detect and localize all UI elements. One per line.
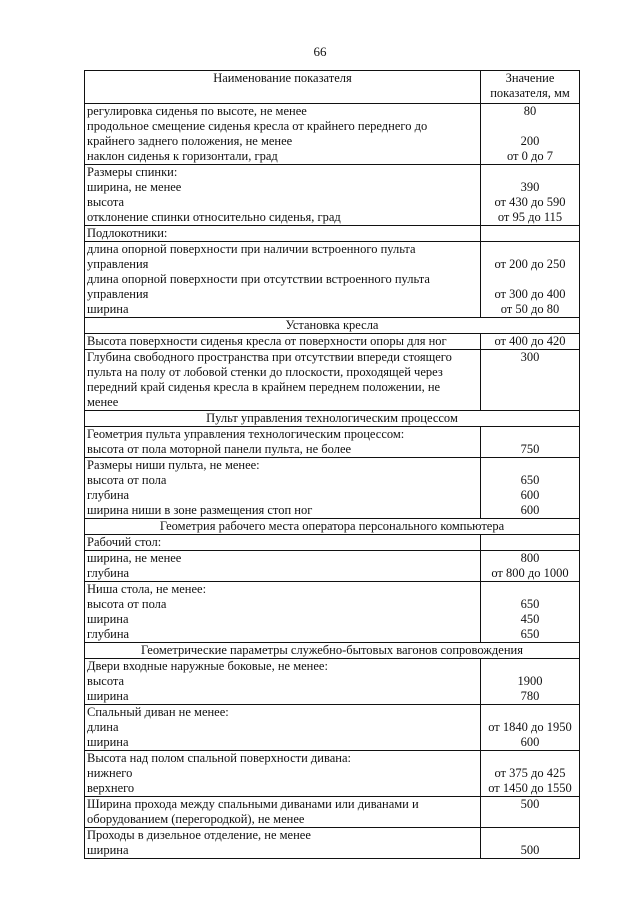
- header-value-cell: [481, 71, 580, 104]
- indicator-value: 450: [520, 612, 540, 626]
- table-body: [85, 104, 580, 859]
- indicator-value-cell: [481, 797, 580, 828]
- indicator-line: пульта на полу от лобовой стенки до плоскости, проходящей через: [87, 365, 443, 379]
- header-name-cell: Наименование показателя: [85, 71, 481, 104]
- indicator-value: [483, 165, 577, 180]
- table-row: [85, 535, 580, 551]
- indicator-name-cell: [85, 582, 481, 643]
- indicator-value: 390: [520, 180, 540, 194]
- indicator-value: 80: [523, 104, 537, 118]
- table-row: [85, 458, 580, 519]
- indicator-value: [483, 365, 577, 380]
- indicator-name-cell: [85, 350, 481, 411]
- indicator-line: длина: [87, 720, 119, 734]
- indicator-value: [483, 395, 577, 410]
- indicator-name-cell: [85, 828, 481, 859]
- table-row: [85, 165, 580, 226]
- indicator-line: длина опорной поверхности при наличии встроенного пульта: [87, 242, 416, 256]
- indicator-value: от 95 до 115: [497, 210, 563, 224]
- indicator-value: [483, 242, 577, 257]
- indicator-line: нижнего: [87, 766, 133, 780]
- indicator-line: Подлокотники:: [87, 226, 168, 240]
- indicator-value-cell: [481, 427, 580, 458]
- table-row: [85, 551, 580, 582]
- indicator-name-cell: [85, 705, 481, 751]
- indicator-line: глубина: [87, 566, 130, 580]
- indicator-value-cell: [481, 751, 580, 797]
- table-row: [85, 828, 580, 859]
- indicator-name-cell: [85, 242, 481, 318]
- indicator-value-cell: [481, 659, 580, 705]
- indicator-value: 300: [520, 350, 540, 364]
- table-row: [85, 334, 580, 350]
- indicator-value: 650: [520, 627, 540, 641]
- indicator-line: Спальный диван не менее:: [87, 705, 229, 719]
- section-row: [85, 318, 580, 334]
- indicator-line: ширина: [87, 735, 129, 749]
- section-row: [85, 519, 580, 535]
- spec-table: [84, 70, 580, 859]
- indicator-value: от 430 до 590: [494, 195, 566, 209]
- indicator-name-cell: [85, 659, 481, 705]
- indicator-value: [483, 226, 577, 241]
- indicator-value-cell: [481, 350, 580, 411]
- indicator-value: [483, 751, 577, 766]
- table-header-row: [85, 71, 580, 104]
- indicator-line: продольное смещение сиденья кресла от крайнего переднего до: [87, 119, 428, 133]
- table-row: [85, 751, 580, 797]
- header-value-line: показателя, мм: [490, 86, 570, 100]
- indicator-line: высота: [87, 195, 125, 209]
- indicator-name-cell: [85, 427, 481, 458]
- indicator-value-cell: [481, 551, 580, 582]
- indicator-line: передний край сиденья кресла в крайнем переднем положении, не: [87, 380, 441, 394]
- indicator-value: 780: [520, 689, 540, 703]
- indicator-value: от 375 до 425: [494, 766, 566, 780]
- indicator-line: управления: [87, 257, 149, 271]
- indicator-line: Геометрия пульта управления технологическим процессом:: [87, 427, 405, 441]
- indicator-value-cell: [481, 242, 580, 318]
- indicator-value: [483, 380, 577, 395]
- indicator-line: высота от пола: [87, 597, 167, 611]
- indicator-value-cell: [481, 226, 580, 242]
- indicator-value: [483, 119, 577, 134]
- indicator-line: наклон сиденья к горизонтали, град: [87, 149, 278, 163]
- section-title: Геометрия рабочего места оператора персонального компьютера: [85, 519, 580, 535]
- indicator-value: [483, 272, 577, 287]
- indicator-line: оборудованием (перегородкой), не менее: [87, 812, 305, 826]
- indicator-line: Рабочий стол:: [87, 535, 162, 549]
- indicator-value: от 300 до 400: [494, 287, 566, 301]
- indicator-line: Размеры спинки:: [87, 165, 178, 179]
- section-title: Геометрические параметры служебно-бытовых вагонов сопровождения: [85, 643, 580, 659]
- indicator-line: высота от пола моторной панели пульта, не более: [87, 442, 352, 456]
- table-row: [85, 659, 580, 705]
- section-row: [85, 411, 580, 427]
- indicator-line: глубина: [87, 627, 130, 641]
- indicator-value: от 1840 до 1950: [488, 720, 572, 734]
- indicator-line: менее: [87, 395, 119, 409]
- indicator-value: 1900: [517, 674, 543, 688]
- indicator-value: 600: [520, 735, 540, 749]
- indicator-line: Размеры ниши пульта, не менее:: [87, 458, 260, 472]
- indicator-value: 200: [520, 134, 540, 148]
- table-row: [85, 705, 580, 751]
- indicator-line: высота от пола: [87, 473, 167, 487]
- indicator-line: Ширина прохода между спальными диванами или диванами и: [87, 797, 419, 811]
- indicator-value: [483, 828, 577, 843]
- indicator-name-cell: [85, 751, 481, 797]
- indicator-name-cell: [85, 165, 481, 226]
- table-row: [85, 797, 580, 828]
- indicator-line: верхнего: [87, 781, 135, 795]
- indicator-value: от 200 до 250: [494, 257, 566, 271]
- table-row: [85, 350, 580, 411]
- indicator-line: регулировка сиденья по высоте, не менее: [87, 104, 307, 118]
- indicator-value: [483, 659, 577, 674]
- indicator-value-cell: [481, 165, 580, 226]
- indicator-line: отклонение спинки относительно сиденья, град: [87, 210, 341, 224]
- indicator-value: 500: [520, 843, 540, 857]
- indicator-value: 650: [520, 473, 540, 487]
- indicator-value: [483, 458, 577, 473]
- indicator-value: [483, 705, 577, 720]
- indicator-line: Глубина свободного пространства при отсутствии впереди стоящего: [87, 350, 452, 364]
- section-title: Установка кресла: [85, 318, 580, 334]
- indicator-value: 500: [520, 797, 540, 811]
- table-row: [85, 226, 580, 242]
- indicator-value: 650: [520, 597, 540, 611]
- indicator-value: от 50 до 80: [500, 302, 560, 316]
- table-row: [85, 242, 580, 318]
- indicator-value: 600: [520, 488, 540, 502]
- indicator-line: ширина: [87, 612, 129, 626]
- indicator-value: от 800 до 1000: [491, 566, 569, 580]
- indicator-value: 800: [520, 551, 540, 565]
- indicator-name-cell: [85, 104, 481, 165]
- table-row: [85, 582, 580, 643]
- section-row: [85, 643, 580, 659]
- indicator-name-cell: [85, 458, 481, 519]
- indicator-value-cell: [481, 828, 580, 859]
- indicator-line: ширина: [87, 302, 129, 316]
- indicator-name-cell: [85, 551, 481, 582]
- indicator-value-cell: [481, 582, 580, 643]
- indicator-value: от 400 до 420: [494, 334, 566, 348]
- indicator-value-cell: [481, 104, 580, 165]
- indicator-line: ширина ниши в зоне размещения стоп ног: [87, 503, 313, 517]
- page-number: 66: [313, 44, 327, 59]
- indicator-line: Ниша стола, не менее:: [87, 582, 207, 596]
- indicator-value-cell: [481, 535, 580, 551]
- indicator-line: Высота поверхности сиденья кресла от поверхности опоры для ног: [87, 334, 447, 348]
- indicator-line: ширина, не менее: [87, 551, 182, 565]
- indicator-value-cell: [481, 705, 580, 751]
- header-value-line: Значение: [505, 71, 555, 85]
- indicator-value: 600: [520, 503, 540, 517]
- indicator-line: ширина, не менее: [87, 180, 182, 194]
- table-row: [85, 427, 580, 458]
- indicator-value: [483, 812, 577, 827]
- indicator-value: 750: [520, 442, 540, 456]
- indicator-name-cell: [85, 226, 481, 242]
- indicator-line: глубина: [87, 488, 130, 502]
- indicator-name-cell: [85, 535, 481, 551]
- indicator-line: длина опорной поверхности при отсутствии встроенного пульта: [87, 272, 430, 286]
- indicator-value: [483, 427, 577, 442]
- indicator-value: [483, 535, 577, 550]
- indicator-value-cell: [481, 334, 580, 350]
- section-title: Пульт управления технологическим процессом: [85, 411, 580, 427]
- indicator-name-cell: [85, 334, 481, 350]
- indicator-value: от 0 до 7: [506, 149, 554, 163]
- indicator-value: от 1450 до 1550: [488, 781, 572, 795]
- indicator-line: Двери входные наружные боковые, не менее:: [87, 659, 328, 673]
- indicator-line: Высота над полом спальной поверхности дивана:: [87, 751, 351, 765]
- indicator-line: ширина: [87, 843, 129, 857]
- indicator-line: Проходы в дизельное отделение, не менее: [87, 828, 311, 842]
- indicator-line: крайнего заднего положения, не менее: [87, 134, 293, 148]
- indicator-line: управления: [87, 287, 149, 301]
- indicator-value-cell: [481, 458, 580, 519]
- table-row: [85, 104, 580, 165]
- indicator-line: ширина: [87, 689, 129, 703]
- indicator-value: [483, 582, 577, 597]
- indicator-line: высота: [87, 674, 125, 688]
- indicator-name-cell: [85, 797, 481, 828]
